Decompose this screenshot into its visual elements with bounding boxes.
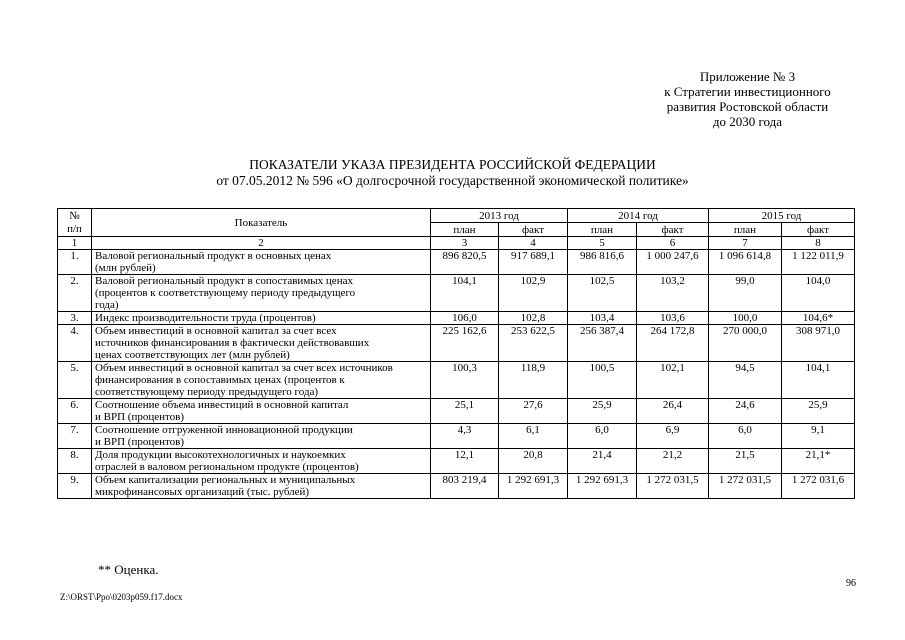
value-cell: 103,2	[637, 275, 709, 312]
table-row	[58, 449, 855, 474]
value-cell: 6,0	[568, 424, 637, 449]
appendix-line-2: к Стратегии инвестиционного	[664, 84, 831, 99]
column-number: 2	[92, 237, 431, 250]
column-number: 3	[431, 237, 499, 250]
value-cell: 104,1	[431, 275, 499, 312]
value-cell: 308 971,0	[782, 325, 855, 362]
indicators-table	[57, 208, 855, 499]
value-cell: 104,0	[782, 275, 855, 312]
value-cell: 1 096 614,8	[709, 250, 782, 275]
value-cell: 100,0	[709, 312, 782, 325]
value-cell: 6,9	[637, 424, 709, 449]
value-cell: 1 272 031,6	[782, 474, 855, 499]
value-cell: 803 219,4	[431, 474, 499, 499]
value-cell: 1 000 247,6	[637, 250, 709, 275]
header-fact: факт	[782, 223, 855, 237]
row-number: 3.	[58, 312, 92, 325]
value-cell: 100,3	[431, 362, 499, 399]
column-number: 7	[709, 237, 782, 250]
value-cell: 102,9	[499, 275, 568, 312]
value-cell: 21,1*	[782, 449, 855, 474]
column-number: 6	[637, 237, 709, 250]
value-cell: 4,3	[431, 424, 499, 449]
value-cell: 104,1	[782, 362, 855, 399]
row-number: 2.	[58, 275, 92, 312]
table-row	[58, 474, 855, 499]
value-cell: 986 816,6	[568, 250, 637, 275]
row-number: 9.	[58, 474, 92, 499]
header-indicator: Показатель	[92, 209, 431, 237]
value-cell: 1 292 691,3	[499, 474, 568, 499]
appendix-line-1: Приложение № 3	[699, 69, 796, 84]
table-row	[58, 325, 855, 362]
value-cell: 21,5	[709, 449, 782, 474]
value-cell: 9,1	[782, 424, 855, 449]
header-year-2015: 2015 год	[709, 209, 855, 223]
row-number: 1.	[58, 250, 92, 275]
title-line-2: от 07.05.2012 № 596 «О долгосрочной государственной экономической политике»	[216, 173, 689, 188]
value-cell: 1 292 691,3	[568, 474, 637, 499]
value-cell: 24,6	[709, 399, 782, 424]
value-cell: 103,4	[568, 312, 637, 325]
column-number: 5	[568, 237, 637, 250]
table-row	[58, 312, 855, 325]
value-cell: 106,0	[431, 312, 499, 325]
value-cell: 100,5	[568, 362, 637, 399]
value-cell: 1 272 031,5	[709, 474, 782, 499]
value-cell: 118,9	[499, 362, 568, 399]
value-cell: 253 622,5	[499, 325, 568, 362]
value-cell: 6,1	[499, 424, 568, 449]
value-cell: 102,8	[499, 312, 568, 325]
indicator-name: Доля продукции высокотехнологичных и наукоемких отраслей в валовом региональном продукте (процентов)	[92, 449, 431, 474]
footnote: ** Оценка.	[98, 562, 159, 577]
column-number-row	[58, 237, 855, 250]
table-row	[58, 250, 855, 275]
indicator-name: Индекс производительности труда (процентов)	[92, 312, 431, 325]
value-cell: 256 387,4	[568, 325, 637, 362]
header-fact: факт	[637, 223, 709, 237]
value-cell: 25,9	[568, 399, 637, 424]
appendix-block	[620, 69, 875, 129]
value-cell: 225 162,6	[431, 325, 499, 362]
value-cell: 99,0	[709, 275, 782, 312]
table-row	[58, 424, 855, 449]
row-number: 5.	[58, 362, 92, 399]
value-cell: 21,2	[637, 449, 709, 474]
value-cell: 94,5	[709, 362, 782, 399]
table-row	[58, 362, 855, 399]
value-cell: 6,0	[709, 424, 782, 449]
header-year-2013: 2013 год	[431, 209, 568, 223]
page-number: 96	[846, 578, 856, 589]
row-number: 6.	[58, 399, 92, 424]
title-line-1: ПОКАЗАТЕЛИ УКАЗА ПРЕЗИДЕНТА РОССИЙСКОЙ ФЕДЕРАЦИИ	[249, 157, 656, 172]
value-cell: 25,9	[782, 399, 855, 424]
value-cell: 21,4	[568, 449, 637, 474]
indicator-name: Соотношение отгруженной инновационной продукции и ВРП (процентов)	[92, 424, 431, 449]
header-plan: план	[431, 223, 499, 237]
column-number: 1	[58, 237, 92, 250]
value-cell: 102,1	[637, 362, 709, 399]
appendix-line-3: развития Ростовской области	[666, 99, 829, 114]
header-fact: факт	[499, 223, 568, 237]
row-number: 8.	[58, 449, 92, 474]
value-cell: 27,6	[499, 399, 568, 424]
header-plan: план	[709, 223, 782, 237]
value-cell: 270 000,0	[709, 325, 782, 362]
file-path: Z:\ORST\Ppo\0203p059.f17.docx	[60, 592, 183, 602]
indicator-name: Валовой региональный продукт в сопоставимых ценах (процентов к соответствующему периоду предыдущего года)	[92, 275, 431, 312]
row-number: 7.	[58, 424, 92, 449]
indicator-name: Соотношение объема инвестиций в основной капитал и ВРП (процентов)	[92, 399, 431, 424]
table-row	[58, 399, 855, 424]
value-cell: 264 172,8	[637, 325, 709, 362]
column-number: 4	[499, 237, 568, 250]
indicator-name: Объем инвестиций в основной капитал за счет всех источников финансирования в фактически действовавших ценах соответствующих лет (млн рублей)	[92, 325, 431, 362]
value-cell: 26,4	[637, 399, 709, 424]
column-number: 8	[782, 237, 855, 250]
value-cell: 20,8	[499, 449, 568, 474]
header-year-2014: 2014 год	[568, 209, 709, 223]
value-cell: 896 820,5	[431, 250, 499, 275]
value-cell: 1 272 031,5	[637, 474, 709, 499]
indicator-name: Объем инвестиций в основной капитал за счет всех источников финансирования в сопоставимых ценах (процентов к соответствующему периоду предыдущего года)	[92, 362, 431, 399]
indicator-name: Объем капитализации региональных и муниципальных микрофинансовых организаций (тыс. рублей)	[92, 474, 431, 499]
document-title	[0, 157, 905, 189]
value-cell: 103,6	[637, 312, 709, 325]
value-cell: 104,6*	[782, 312, 855, 325]
header-number: № п/п	[58, 209, 92, 237]
row-number: 4.	[58, 325, 92, 362]
value-cell: 102,5	[568, 275, 637, 312]
value-cell: 12,1	[431, 449, 499, 474]
value-cell: 1 122 011,9	[782, 250, 855, 275]
appendix-line-4: до 2030 года	[712, 114, 783, 129]
table-row	[58, 275, 855, 312]
value-cell: 917 689,1	[499, 250, 568, 275]
value-cell: 25,1	[431, 399, 499, 424]
header-plan: план	[568, 223, 637, 237]
indicator-name: Валовой региональный продукт в основных ценах (млн рублей)	[92, 250, 431, 275]
